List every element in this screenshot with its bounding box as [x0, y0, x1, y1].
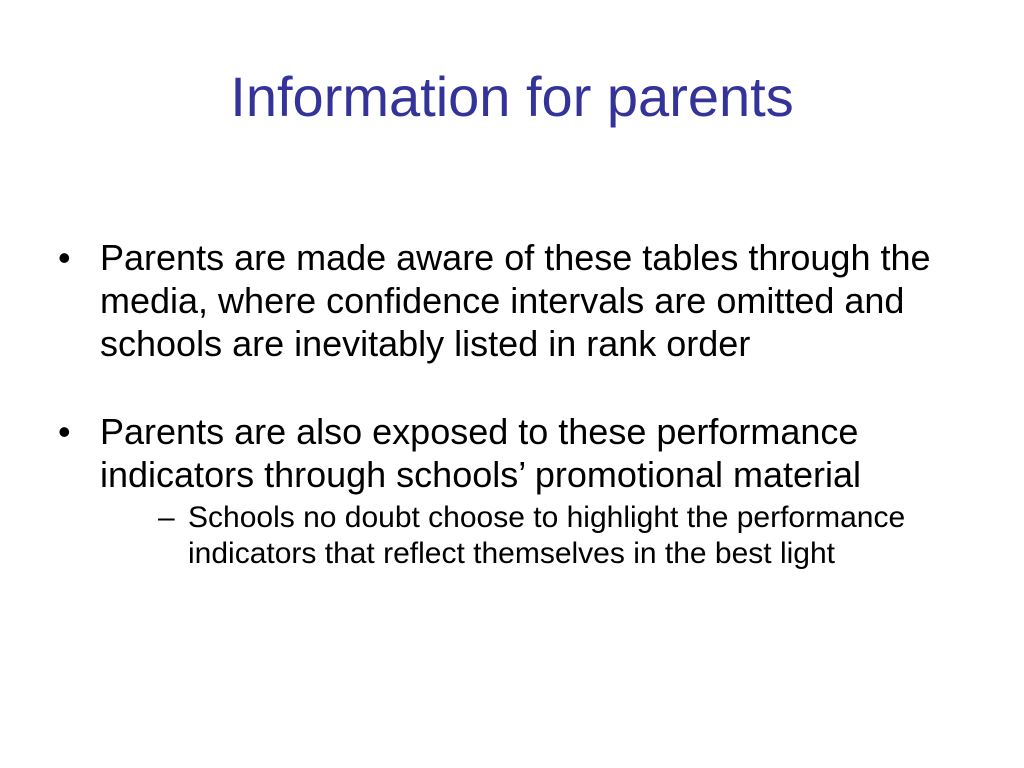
sub-bullet-text: Schools no doubt choose to highlight the performance indicators that reflect themselves in the best light [188, 501, 906, 570]
bullet-text: Parents are also exposed to these performance indicators through schools’ promotional material [100, 411, 862, 495]
bullet-dot-icon: • [58, 411, 71, 452]
sub-bullet-dash-icon: – [158, 501, 175, 534]
slide-title: Information for parents [230, 65, 794, 128]
bullet-text: Parents are made aware of these tables through the media, where confidence intervals are omitted and schools are inevitably listed in rank order [100, 237, 931, 364]
sub-bullet-item [100, 500, 978, 572]
bullet-item [58, 410, 978, 572]
bullet-item [58, 236, 978, 365]
slide-content [58, 236, 978, 572]
bullet-dot-icon: • [58, 237, 71, 278]
